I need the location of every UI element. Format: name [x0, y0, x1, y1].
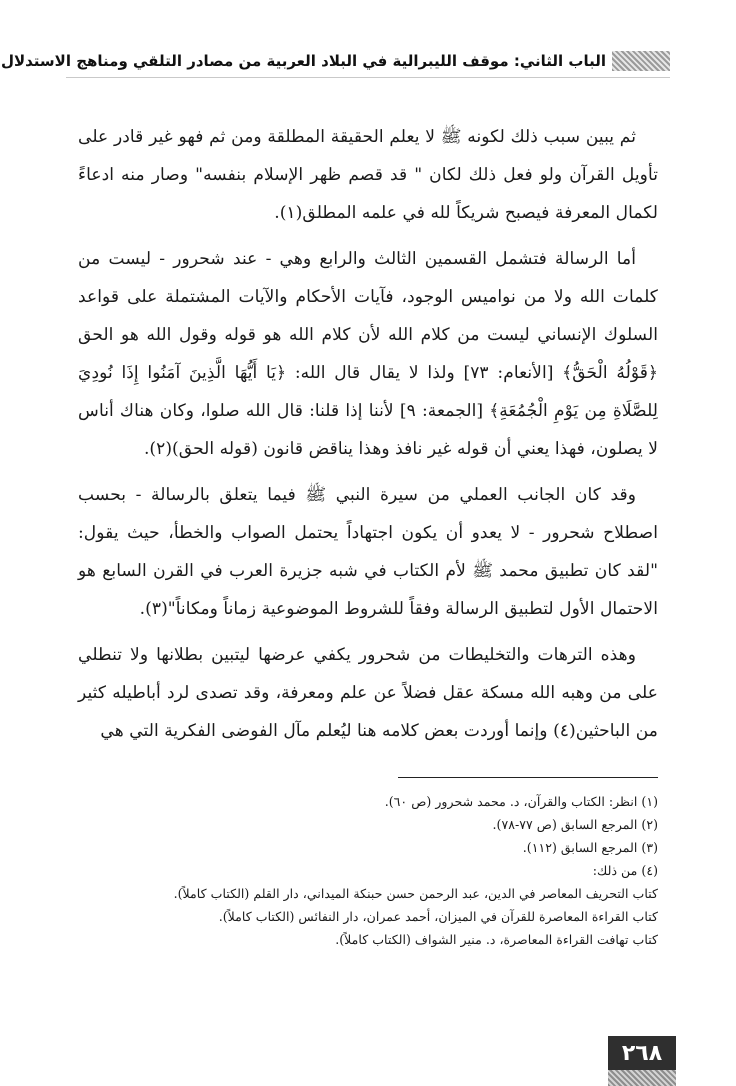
paragraph-2: [78, 240, 658, 468]
paragraph-1-text: ثم يبين سبب ذلك لكونه ﷺ لا يعلم الحقيقة المطلقة ومن ثم فهو غير قادر على تأويل القرآن ولو فعل ذلك لكان " قد قصم ظهر الإسلام بنفسه" وصار منه ادعاءً لكمال المعرفة فيصبح شريكاً لله في علمه المطلق(١).: [78, 127, 658, 223]
footnote-4-ref-1: كتاب التحريف المعاصر في الدين، عبد الرحمن حسن حبنكة الميداني، دار القلم (الكتاب كاملاً).: [173, 886, 658, 901]
footnote-separator: [398, 777, 658, 778]
page-number-cap: [608, 1036, 676, 1070]
footnotes: [78, 790, 658, 951]
paragraph-3: [78, 476, 658, 628]
footnote-1: (١) انظر: الكتاب والقرآن، د. محمد شحرور (ص ٦٠).: [384, 794, 658, 809]
footnote-4: (٤) من ذلك:: [592, 863, 658, 878]
paragraph-1: [78, 118, 658, 232]
page-number-box: [608, 1036, 676, 1086]
body-text: [78, 118, 658, 758]
footnote-4-ref-2: كتاب القراءة المعاصرة للقرآن في الميزان، أحمد عمران، دار النفائس (الكتاب كاملاً).: [218, 909, 658, 924]
footnote-4-ref-3: كتاب تهافت القراءة المعاصرة، د. منير الشواف (الكتاب كاملاً).: [335, 932, 658, 947]
paragraph-4: [78, 636, 658, 750]
paragraph-2-text: أما الرسالة فتشمل القسمين الثالث والرابع وهي - عند شحرور - ليست من كلمات الله ولا من نواميس الوجود، فآيات الأحكام والآيات المشتملة على قواعد السلوك الإنساني ليست من كلام الله لأن كلام الله هو قوله وقول الله هو الحق ﴿قَوْلُهُ الْحَقُّ﴾ [الأنعام: ٧٣] ولذا لا يقال قال الله: ﴿يَا أَيُّهَا الَّذِينَ آمَنُوا إِذَا نُودِيَ لِلصَّلَاةِ مِن يَوْمِ الْجُمُعَةِ﴾ [الجمعة: ٩] لأننا إذا قلنا: قال الله صلوا، وكان هناك أناس لا يصلون، فهذا يعني أن قوله غير نافذ وهذا يناقض قانون (قوله الحق)(٢).: [78, 249, 659, 459]
footnote-3: (٣) المرجع السابق (١١٢).: [522, 840, 658, 855]
paragraph-4-text: وهذه الترهات والتخليطات من شحرور يكفي عرضها ليتبين بطلانها ولا تنطلي على من وهبه الله مسكة عقل فضلاً عن علم ومعرفة، وقد تصدى لرد أباطيله كثير من الباحثين(٤) وإنما أوردت بعض كلامه هنا ليُعلم مآل الفوضى الفكرية التي هي: [78, 645, 658, 741]
paragraph-3-text: وقد كان الجانب العملي من سيرة النبي ﷺ فيما يتعلق بالرسالة - بحسب اصطلاح شحرور - لا يعدو أن يكون اجتهاداً يحتمل الصواب والخطأ، حيث يقول: "لقد كان تطبيق محمد ﷺ لأم الكتاب في شبه جزيرة العرب في القرن السابع هو الاحتمال الأول لتطبيق الرسالة وفقاً للشروط الموضوعية زماناً ومكاناً"(٣).: [78, 485, 658, 619]
footnote-2: (٢) المرجع السابق (ص ٧٧-٧٨).: [492, 817, 658, 832]
running-header: [0, 44, 670, 78]
page-number: ٢٦٨: [621, 1040, 663, 1066]
header-title: الباب الثاني: موقف الليبرالية في البلاد العربية من مصادر التلقي ومناهج الاستدلال: [0, 51, 606, 70]
header-ornament: [612, 51, 670, 71]
